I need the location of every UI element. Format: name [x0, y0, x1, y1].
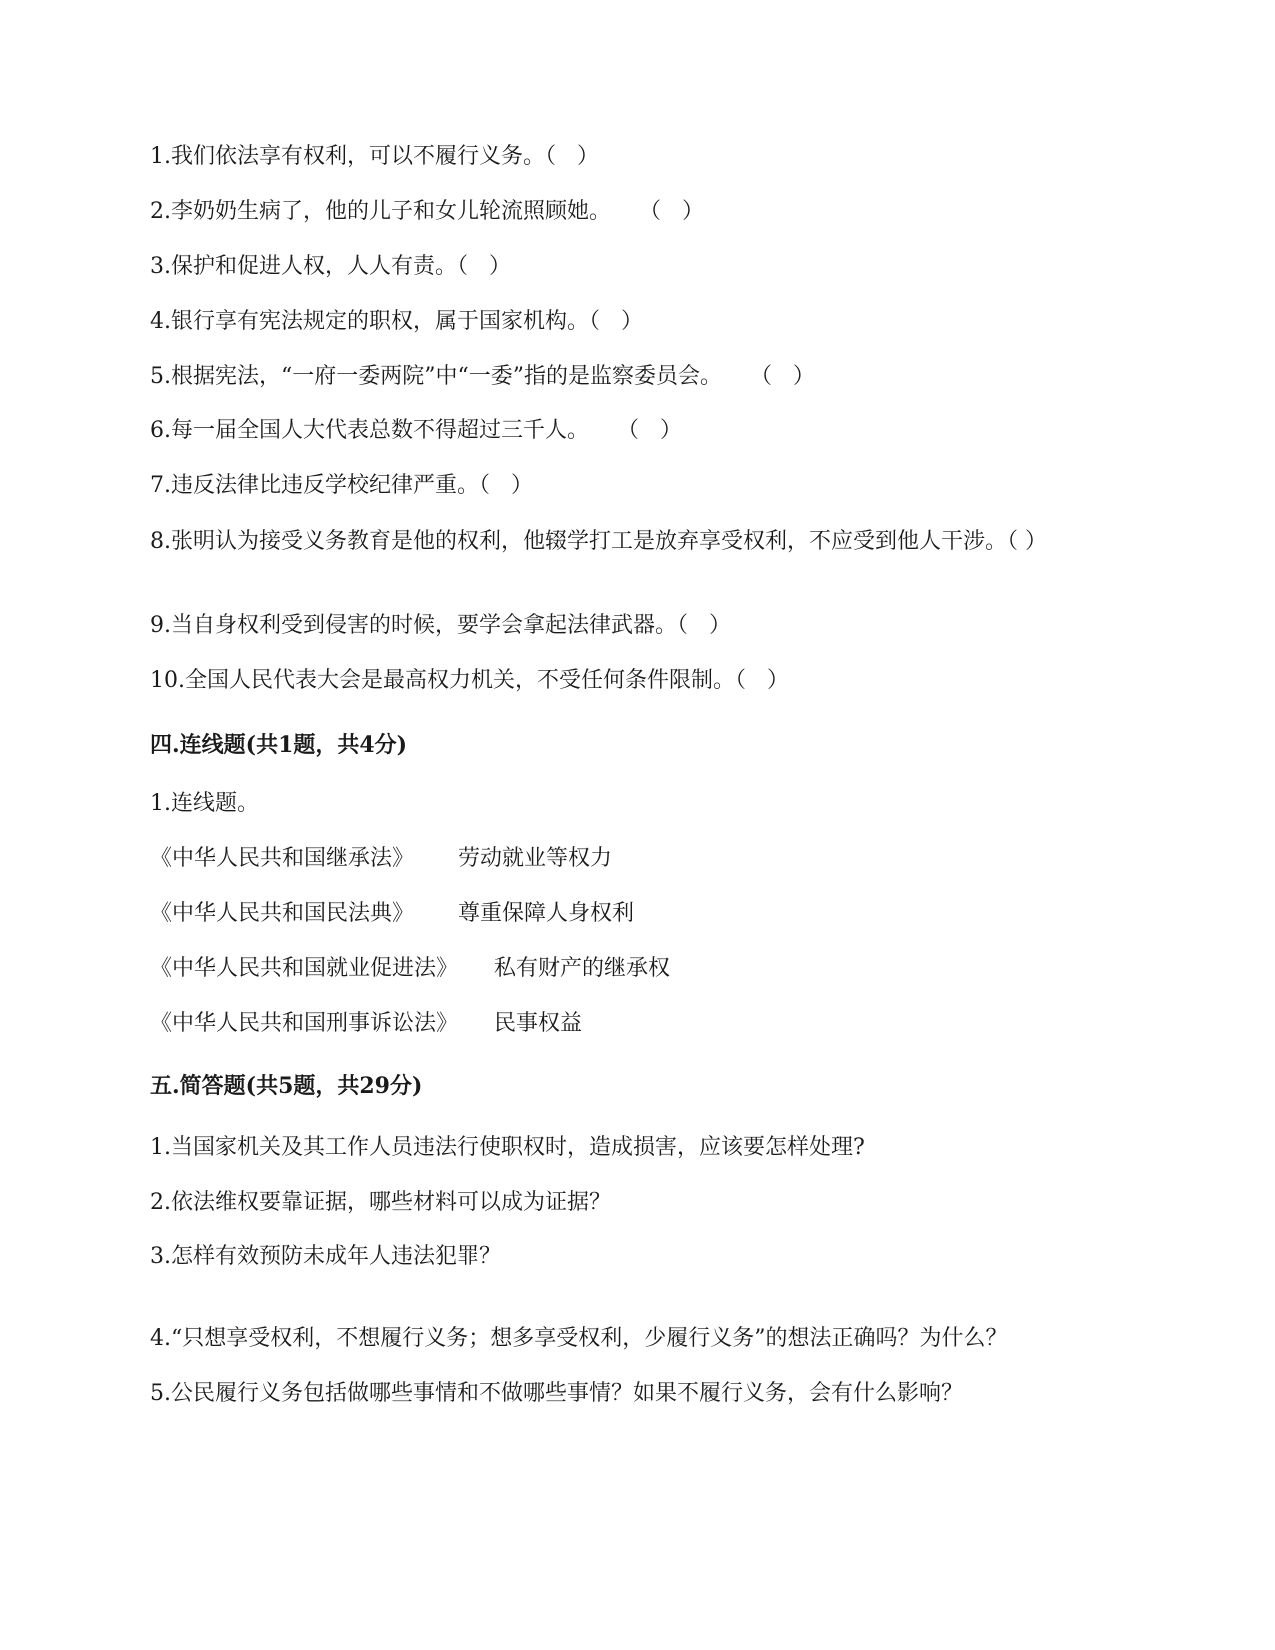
- judgment-item: 5.根据宪法，“一府一委两院”中“一委”指的是监察委员会。 （ ）: [150, 364, 815, 389]
- short-answer-item: 2.依法维权要靠证据，哪些材料可以成为证据？: [150, 1190, 611, 1215]
- judgment-item: 7.违反法律比违反学校纪律严重。（ ）: [150, 473, 533, 498]
- short-answer-item: 3.怎样有效预防未成年人违法犯罪？: [150, 1244, 501, 1269]
- short-answer-item: 4.“只想享受权利，不想履行义务；想多享受权利，少履行义务”的想法正确吗？为什么？: [150, 1326, 1008, 1351]
- judgment-item: 4.银行享有宪法规定的职权，属于国家机构。（ ）: [150, 309, 643, 334]
- judgment-item: 1.我们依法享有权利，可以不履行义务。（ ）: [150, 144, 599, 169]
- matching-left-item: 《中华人民共和国刑事诉讼法》: [150, 1011, 459, 1036]
- matching-right-item: 私有财产的继承权: [494, 956, 671, 981]
- judgment-item: 10.全国人民代表大会是最高权力机关，不受任何条件限制。（ ）: [150, 668, 789, 693]
- short-answer-item: 5.公民履行义务包括做哪些事情和不做哪些事情？如果不履行义务，会有什么影响？: [150, 1381, 963, 1406]
- judgment-item: 9.当自身权利受到侵害的时候，要学会拿起法律武器。（ ）: [150, 613, 731, 638]
- judgment-item: 6.每一届全国人大代表总数不得超过三千人。 （ ）: [150, 418, 682, 443]
- judgment-item: 8.张明认为接受义务教育是他的权利，他辍学打工是放弃享受权利，不应受到他人干涉。（ ）: [150, 529, 1047, 554]
- matching-left-item: 《中华人民共和国继承法》: [150, 846, 415, 871]
- matching-left-item: 《中华人民共和国就业促进法》: [150, 956, 459, 981]
- matching-right-item: 尊重保障人身权利: [458, 901, 635, 926]
- section-heading-matching: 四.连线题(共1题，共4分): [150, 732, 408, 758]
- section-heading-short-answer: 五.简答题(共5题，共29分): [150, 1073, 423, 1099]
- short-answer-item: 1.当国家机关及其工作人员违法行使职权时，造成损害，应该要怎样处理?: [150, 1135, 865, 1160]
- matching-right-item: 民事权益: [494, 1011, 583, 1036]
- matching-left-item: 《中华人民共和国民法典》: [150, 901, 415, 926]
- matching-question: 1.连线题。: [150, 791, 259, 816]
- judgment-item: 2.李奶奶生病了，他的儿子和女儿轮流照顾她。 （ ）: [150, 199, 704, 224]
- matching-right-item: 劳动就业等权力: [458, 846, 613, 871]
- judgment-item: 3.保护和促进人权，人人有责。（ ）: [150, 254, 511, 279]
